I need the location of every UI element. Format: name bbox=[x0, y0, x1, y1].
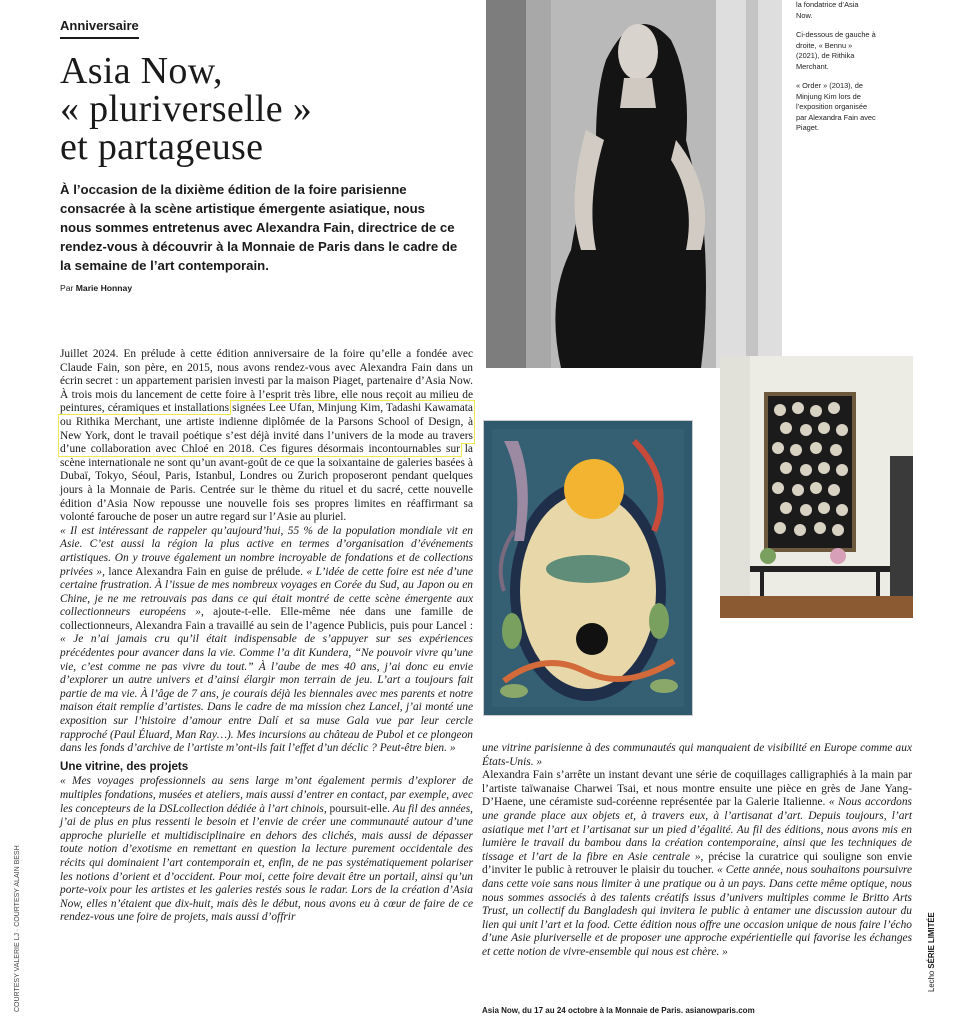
section-rubric: Anniversaire bbox=[60, 18, 139, 39]
quote-7: « Nous accordons une grande place aux objets et, à travers eux, à l’artisanat d’art. Depuis toujours, l’art asiatique met l’art et l’artisanat sur un pied d’égalité. Au fil des éditions, nous avons mis en lumière le travail du bambou dans la création contemporaine, ainsi que les techniques de tissage et l’art de la fibre en Asie centrale » bbox=[482, 796, 912, 863]
paragraph-5-text-2: , précise la curatrice qui souligne son envie d’inviter le public à retrouver le plaisir du toucher. bbox=[482, 850, 912, 877]
caption-1: la fondatrice d’Asia Now. bbox=[796, 0, 859, 20]
paragraph-5 bbox=[482, 769, 912, 959]
page-folio bbox=[927, 912, 936, 992]
quote-5: Au fil des années, j’ai de plus en plus ressenti le besoin et l’envie de créer une communauté autour d’une approche plurielle et multidisciplinaire en dehors des clichés, mais aussi de dépasser toute notion d’exotisme en remettant en question la lecture purement occidentale des récits qui dominaient l’art contemporain et, enfin, de ne pas systématiquement polariser les notions d’orient et d’occident. Pour moi, cette foire devait être un portail, ainsi qu’un porte-voix pour les artistes et les galeries restés sous le radar. Lors de la création d’Asia Now, elles n’étaient que dix-huit, mais dès le début, nous avons eu à cœur de faire de ce rendez-vous une foire de projets, mais aussi d’offrir bbox=[60, 802, 473, 924]
folio-brand: Lecho bbox=[927, 970, 936, 992]
caption-3: « Order » (2013), de Minjung Kim lors de l’exposition organisée par Alexandra Fain avec Piaget. bbox=[796, 81, 876, 132]
highlighted-passage: signées Lee Ufan, Minjung Kim, Tadashi Kawamata ou Rithika Merchant, une artiste indienne diplômée de la Parsons School of Design, à New York, dont le travail poétique s’est déjà invité dans l’univers de la mode au travers d’une collaboration avec Chloé en 2018. Ces figures désormais incontournables sur bbox=[60, 402, 473, 456]
paragraph-2-text-2: , ajoute-t-elle. Elle-même née dans une famille de collectionneurs, Alexandra Fain a travaillé au sein de l’agence Publicis, puis pour Lancel : bbox=[60, 606, 473, 632]
bennu-artwork bbox=[484, 421, 692, 715]
quote-2: « L’idée de cette foire est née d’une certaine frustration. À l’issue de mes nombreux voyages en Corée du Sud, au Japon ou en Chine, je ne me retrouvais pas dans ce qui était montré de cette scène émergente aux collectionneurs européens » bbox=[60, 565, 473, 619]
caption-2: Ci-dessous de gauche à droite, « Bennu » (2021), de Rithika Merchant. bbox=[796, 30, 876, 71]
paragraph-1-part-b: la scène internationale ne sont qu’un avant-goût de ce que la soixantaine de galeries basées à Dubaï, Tokyo, Séoul, Paris, Istanbul, Londres ou Zurich proposeront pendant quelques jours à la Monnaie de Paris. Centrée sur le thème du rituel et du sacré, cette nouvelle édition d’Asia Now repousse une nouvelle fois ses propres limites en réaffirmant sa volonté farouche de poser un autre regard sur l’Asie au pluriel. bbox=[60, 443, 473, 524]
paragraph-5-text-1: Alexandra Fain s’arrête un instant devant une série de coquillages calligraphiés à la main par l’artiste taïwanaise Charwei Tsai, et nous montre ensuite une pièce en grès de Jane Yang-D’Haene, une céramiste sud-coréenne représentée par la Galerie Italienne. bbox=[482, 769, 912, 809]
order-artwork bbox=[720, 356, 913, 618]
byline-author: Marie Honnay bbox=[75, 283, 133, 293]
portrait-photo bbox=[486, 0, 782, 368]
quote-8: « Cette année, nous souhaitons poursuivre dans cette voie sans nous limiter à une pratique ou à un pays. Dans cette même optique, nous nous sommes associés à des talents créatifs issus d’univers multiples comme le Britto Arts Trust, un collectif du Bangladesh qui invitera le public à entamer une discussion autour du lien qui unit l’art et la food. Cette édition nous offre une occasion unique de nous faire l’écho d’une Asie pluriverselle et de proposer une approche expérientielle qui favorise les échanges et cette notion de vivre-ensemble qui nous est chère. » bbox=[482, 864, 912, 958]
quote-4: « Mes voyages professionnels au sens large m’ont également permis d’explorer de multiples fondations, musées et ateliers, mais aussi d’entrer en contact, par exemple, avec les concepteurs de la DSLcollection dédiée à l’art chinois, bbox=[60, 775, 473, 815]
photo-captions bbox=[796, 0, 876, 143]
title-line-1: Asia Now, bbox=[60, 50, 223, 92]
byline-prefix: Par bbox=[60, 283, 74, 293]
photo-credit: COURTESY VALERIE LJ · COURTESY ALAIN BESH bbox=[14, 845, 21, 1012]
paragraph-2-text-1: , lance Alexandra Fain en guise de prélude. bbox=[102, 565, 303, 578]
article-lead: À l’occasion de la dixième édition de la foire parisienne consacrée à la scène artistique émergente asiatique, nous nous sommes entretenus avec Alexandra Fain, directrice de ce rendez-vous à découvrir à la Monnaie de Paris dans le cadre de la semaine de l’art contemporain. bbox=[60, 182, 458, 273]
title-line-2: « pluriverselle » bbox=[60, 88, 313, 130]
quote-3: « Je n’ai jamais cru qu’il était indispensable de s’appuyer sur ses expériences précédentes pour avancer dans la vie. Comme l’a dit Kundera, “Ne pouvoir vivre qu’une vie, c’est comme ne pas vivre du tout.” À l’aube de mes 40 ans, j’ai donc eu envie d’explorer un autre univers et d’ainsi élargir mon terrain de jeu. L’art a toujours fait partie de ma vie. À l’âge de 7 ans, je courais déjà les biennales avec mes parents et notre maison était remplie d’artistes. Dans le cadre de ma mission chez Lancel, j’ai monté une exposition sur l’histoire d’amour entre Dalí et sa muse Gala vue par leur cercle rapproché (Paul Éluard, Man Ray…). Mes incursions au château de Pubol et ce plongeon dans les fonds d’archive de l’artiste m’ont-ils fait l’effet d’un déclic ? Peut-être bien. » bbox=[60, 633, 473, 755]
paragraph-1 bbox=[60, 348, 473, 525]
article-column-2 bbox=[482, 742, 912, 960]
paragraph-3-text-1: poursuit-elle. bbox=[326, 802, 390, 815]
paragraph-4 bbox=[482, 742, 912, 769]
order-installation-photo bbox=[720, 356, 913, 618]
bennu-painting bbox=[483, 420, 693, 716]
subheading: Une vitrine, des projets bbox=[60, 759, 189, 773]
paragraph-1-part-a: Juillet 2024. En prélude à cette édition anniversaire de la foire qu’elle a fondée avec Claude Fain, son père, en 2015, nous avons rendez-vous avec Alexandra Fain dans un écrin secret : un appartement parisien investi par la maison Piaget, partenaire d’Asia Now. À trois mois du lancement de cette foire à l’esprit très libre, elle nous reçoit au milieu de peintures, céramiques et installations bbox=[60, 348, 473, 415]
article-title bbox=[60, 52, 420, 166]
portrait-illustration bbox=[486, 0, 782, 368]
article-column-1 bbox=[60, 348, 473, 925]
paragraph-2 bbox=[60, 525, 473, 756]
quote-6: une vitrine parisienne à des communautés qui manquaient de visibilité en Europe comme aux États-Unis. » bbox=[482, 742, 912, 768]
paragraph-3 bbox=[60, 775, 473, 925]
byline bbox=[60, 283, 132, 293]
quote-1: « Il est intéressant de rappeler qu’aujourd’hui, 55 % de la population mondiale vit en Asie. C’est aussi la région la plus active en termes d’organisation d’événements artistiques. On y trouve également un nombre incroyable de fondations et de collections privées » bbox=[60, 524, 473, 578]
event-info: Asia Now, du 17 au 24 octobre à la Monnaie de Paris. asianowparis.com bbox=[482, 1006, 755, 1015]
folio-section: SÉRIE LIMITÉE bbox=[927, 912, 936, 969]
title-line-3: et partageuse bbox=[60, 126, 264, 168]
